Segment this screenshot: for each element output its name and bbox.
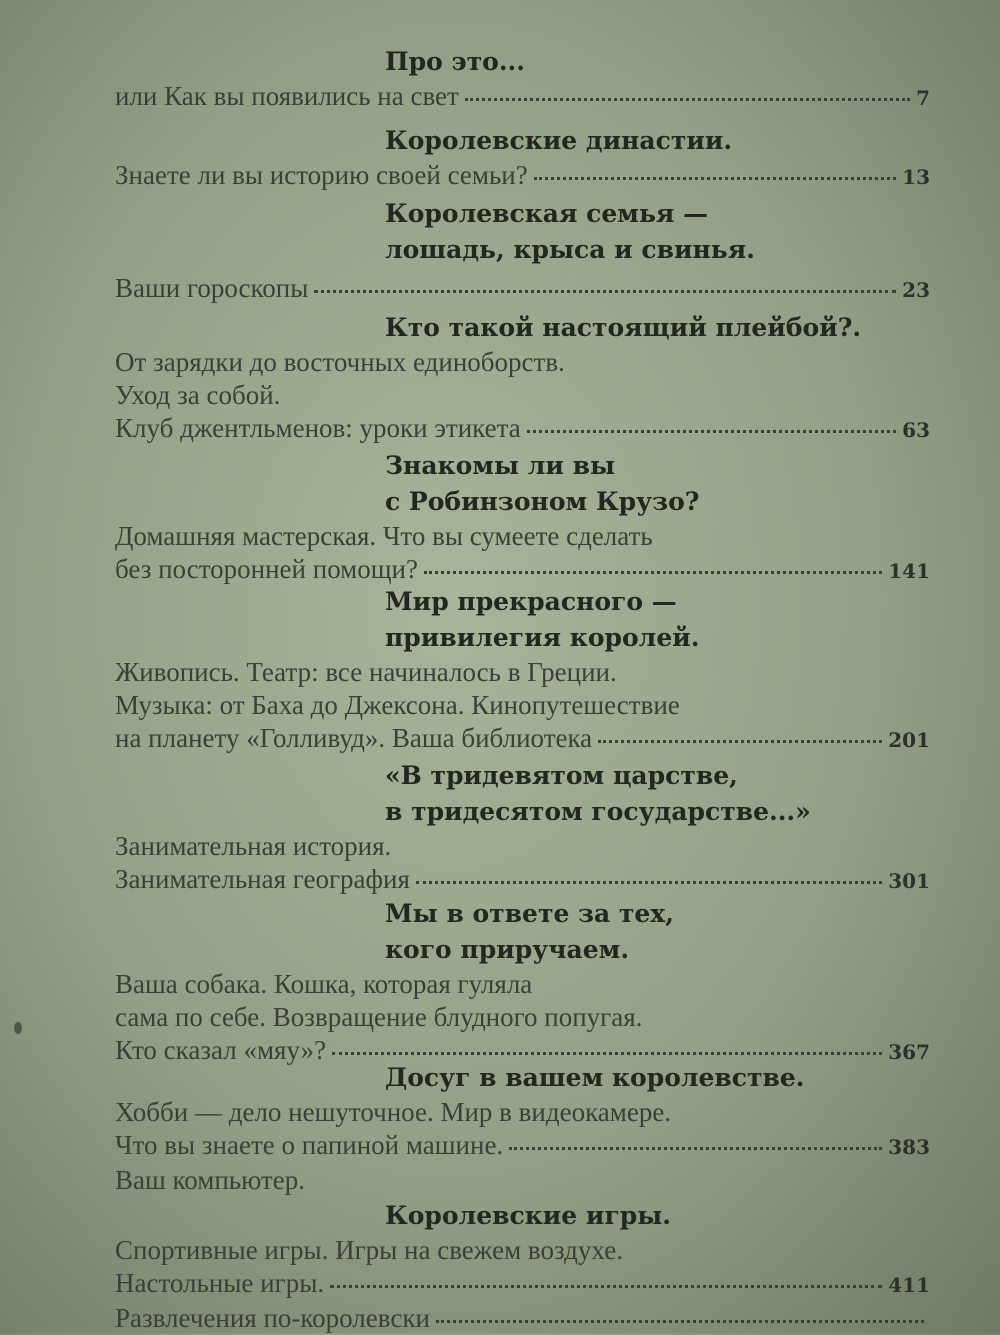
- page-number: 301: [888, 869, 930, 893]
- toc-section: [115, 758, 930, 898]
- page-number: 367: [888, 1040, 930, 1064]
- toc-entry: [115, 272, 930, 307]
- toc-entry: [115, 1302, 930, 1335]
- section-heading: Знакомы ли вы: [385, 451, 616, 480]
- toc-entry: [115, 553, 930, 588]
- toc-entry: [115, 722, 930, 757]
- toc-entry: [115, 159, 930, 194]
- entry-text: Клуб джентльменов: уроки этикета: [115, 413, 521, 443]
- section-heading: Королевские игры.: [385, 1201, 672, 1230]
- section-heading: Про это...: [385, 47, 525, 76]
- toc-section: [115, 310, 930, 447]
- page-number: 201: [888, 728, 930, 752]
- section-heading: «В тридевятом царстве,: [385, 761, 738, 790]
- dot-leader: [314, 290, 896, 293]
- entry-line: Живопись. Театр: все начиналось в Греции.: [115, 657, 617, 687]
- entry-line: сама по себе. Возвращение блудного попугая.: [115, 1002, 643, 1032]
- entry-text: Ваши гороскопы: [115, 273, 309, 303]
- toc-section: [115, 896, 930, 1069]
- dot-leader: [465, 98, 910, 101]
- entry-text: Занимательная география: [115, 864, 410, 894]
- dot-leader: [424, 571, 882, 574]
- entry-text: Кто сказал «мяу»?: [115, 1035, 327, 1065]
- toc-entry: [115, 412, 930, 447]
- toc-section: [115, 1060, 930, 1197]
- page-number: 7: [916, 86, 930, 110]
- section-heading: кого приручаем.: [385, 935, 630, 964]
- section-heading: с Робинзоном Крузо?: [385, 487, 700, 516]
- entry-line: Домашняя мастерская. Что вы сумеете сделать: [115, 521, 653, 551]
- dot-leader: [330, 1285, 882, 1288]
- toc-section: [115, 584, 930, 757]
- entry-line: Занимательная история.: [115, 831, 392, 861]
- entry-line: Хобби — дело нешуточное. Мир в видеокамере.: [115, 1097, 672, 1127]
- entry-text: Что вы знаете о папиной машине.: [115, 1130, 504, 1160]
- entry-line: Музыка: от Баха до Джексона. Кинопутешествие: [115, 690, 680, 720]
- dot-leader: [509, 1147, 882, 1150]
- toc-section: [115, 448, 930, 588]
- page-number: 23: [902, 278, 930, 302]
- dot-leader: [416, 881, 882, 884]
- section-heading: Досуг в вашем королевстве.: [385, 1063, 805, 1092]
- toc-section: [115, 123, 930, 194]
- entry-text: без посторонней помощи?: [115, 554, 418, 584]
- page-number: 141: [888, 559, 930, 583]
- page-number: 411: [888, 1273, 930, 1297]
- section-heading: привилегия королей.: [385, 623, 700, 652]
- toc-entry: [115, 1129, 930, 1164]
- entry-text: на планету «Голливуд». Ваша библиотека: [115, 723, 593, 753]
- dot-leader: [332, 1052, 882, 1055]
- entry-line: Уход за собой.: [115, 380, 281, 410]
- page-number: 13: [902, 165, 930, 189]
- toc-section: [115, 196, 930, 307]
- toc-entry: [115, 1267, 930, 1302]
- page-number: 63: [902, 418, 930, 442]
- dot-leader: [436, 1320, 924, 1323]
- section-heading: Мир прекрасного —: [385, 587, 677, 616]
- toc-section: [115, 44, 930, 115]
- entry-text: Развлечения по-королевски: [115, 1303, 430, 1333]
- section-heading: Королевская семья —: [385, 199, 709, 228]
- section-heading: в тридесятом государстве...»: [385, 797, 811, 826]
- entry-text: Знаете ли вы историю своей семьи?: [115, 160, 528, 190]
- entry-text: Настольные игры.: [115, 1268, 325, 1298]
- paper-speck: [14, 1022, 22, 1034]
- toc-entry: [115, 863, 930, 898]
- dot-leader: [527, 430, 896, 433]
- dot-leader: [534, 177, 896, 180]
- entry-line: Ваш компьютер.: [115, 1165, 305, 1195]
- section-heading: Кто такой настоящий плейбой?.: [385, 313, 862, 342]
- entry-text: или Как вы появились на свет: [115, 81, 459, 111]
- toc-section: [115, 1198, 930, 1335]
- toc-entry: [115, 80, 930, 115]
- entry-line: От зарядки до восточных единоборств.: [115, 347, 565, 377]
- entry-line: Ваша собака. Кошка, которая гуляла: [115, 969, 533, 999]
- section-heading: Королевские династии.: [385, 126, 733, 155]
- section-heading: Мы в ответе за тех,: [385, 899, 674, 928]
- page-number: 383: [888, 1135, 930, 1159]
- dot-leader: [598, 740, 882, 743]
- section-heading: лошадь, крыса и свинья.: [385, 235, 755, 264]
- entry-line: Спортивные игры. Игры на свежем воздухе.: [115, 1235, 623, 1265]
